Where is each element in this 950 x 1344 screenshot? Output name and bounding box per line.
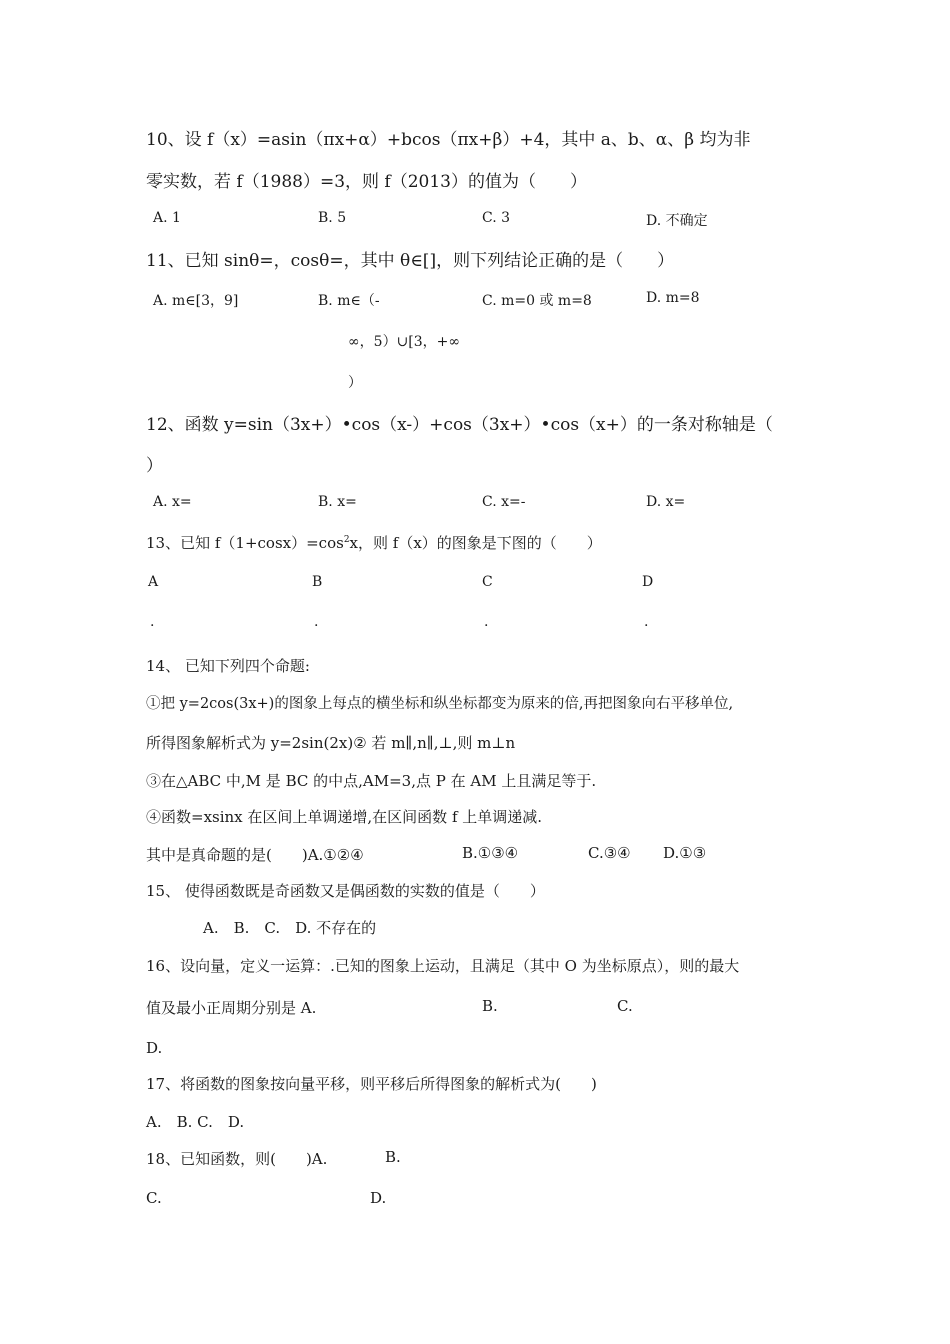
q12-option-d: D. x= (646, 494, 686, 510)
q14-proposition-3: ③在△ABC 中,M 是 BC 的中点,AM=3,点 P 在 AM 上且满足等于. (146, 772, 597, 790)
q11-option-b-line3: ） (348, 375, 362, 391)
q14-stem: 14、 已知下列四个命题: (146, 657, 310, 675)
q15-stem: 15、 使得函数既是奇函数又是偶函数的实数的值是（ ） (146, 882, 545, 900)
q13-option-c-letter: C (482, 574, 493, 590)
q13-option-d-letter: D (642, 574, 654, 590)
q11-option-b: B. m∈（- (318, 293, 380, 309)
q13-option-a-dot: . (150, 614, 155, 630)
q11-option-d: D. m=8 (646, 290, 700, 306)
q12-stem-line2: ） (146, 456, 163, 476)
q14-option-d: D.①③ (663, 844, 707, 862)
q11-stem: 11、已知 sinθ=，cosθ=，其中 θ∈[]，则下列结论正确的是（ ） (146, 251, 675, 271)
q11-option-b-line2: ∞，5）∪[3，+∞ (348, 334, 461, 350)
q10-stem-line2: 零实数，若 f（1988）=3，则 f（2013）的值为（ ） (146, 172, 587, 192)
q16-option-c: C. (617, 997, 633, 1015)
q10-option-c: C. 3 (482, 210, 511, 226)
q12-option-c: C. x=- (482, 494, 526, 510)
q13-option-b-letter: B (312, 574, 323, 590)
q11-option-a: A. m∈[3，9] (153, 293, 239, 309)
q16-stem-line2: 值及最小正周期分别是 A. (146, 999, 317, 1017)
q13-option-c-dot: . (484, 614, 489, 630)
q12-option-b: B. x= (318, 494, 357, 510)
q13-stem-after: x，则 f（x）的图象是下图的（ ） (349, 534, 602, 552)
q12-stem-line1: 12、函数 y=sin（3x+）•cos（x-）+cos（3x+）•cos（x+）的一条对称轴是（ (146, 415, 773, 435)
q10-option-d: D. 不确定 (646, 213, 708, 229)
q13-stem (146, 532, 602, 553)
q13-stem-before: 13、已知 f（1+cosx）=cos (146, 534, 344, 552)
q14-proposition-1-line1: ①把 y=2cos(3x+)的图象上每点的横坐标和纵坐标都变为原来的倍,再把图象向右平移单位, (146, 696, 734, 712)
q14-proposition-4: ④函数=xsinx 在区间上单调递增,在区间函数 f 上单调递减. (146, 808, 543, 826)
q10-option-b: B. 5 (318, 210, 347, 226)
q13-option-b-dot: . (314, 614, 319, 630)
q18-option-d: D. (370, 1189, 387, 1207)
q14-answer-stem: 其中是真命题的是( )A.①②④ (146, 846, 364, 864)
q14-proposition-1-line2: 所得图象解析式为 y=2sin(2x)② 若 m∥,n∥,⊥,则 m⊥n (146, 734, 516, 752)
q16-option-d: D. (146, 1039, 163, 1057)
q17-options: A. B. C. D. (146, 1113, 245, 1131)
q13-option-a-letter: A (148, 574, 159, 590)
q14-option-c: C.③④ (588, 844, 631, 862)
q11-option-c: C. m=0 或 m=8 (482, 293, 592, 309)
q18-option-c: C. (146, 1189, 162, 1207)
q10-stem-line1: 10、设 f（x）=asin（πx+α）+bcos（πx+β）+4，其中 a、b、α、β 均为非 (146, 130, 751, 150)
q16-option-b: B. (482, 997, 498, 1015)
q13-option-d-dot: . (644, 614, 649, 630)
q13-stem-superscript: 2 (343, 535, 350, 545)
q10-option-a: A. 1 (153, 210, 181, 226)
q16-stem-line1: 16、设向量，定义一运算：.已知的图象上运动，且满足（其中 O 为坐标原点），则的最大 (146, 957, 740, 975)
q12-option-a: A. x= (153, 494, 192, 510)
q15-options: A. B. C. D. 不存在的 (203, 919, 377, 937)
q17-stem: 17、将函数的图象按向量平移，则平移后所得图象的解析式为( ) (146, 1075, 597, 1093)
q18-stem: 18、已知函数，则( )A. (146, 1150, 328, 1168)
q18-option-b: B. (385, 1148, 401, 1166)
q14-option-b: B.①③④ (462, 844, 519, 862)
